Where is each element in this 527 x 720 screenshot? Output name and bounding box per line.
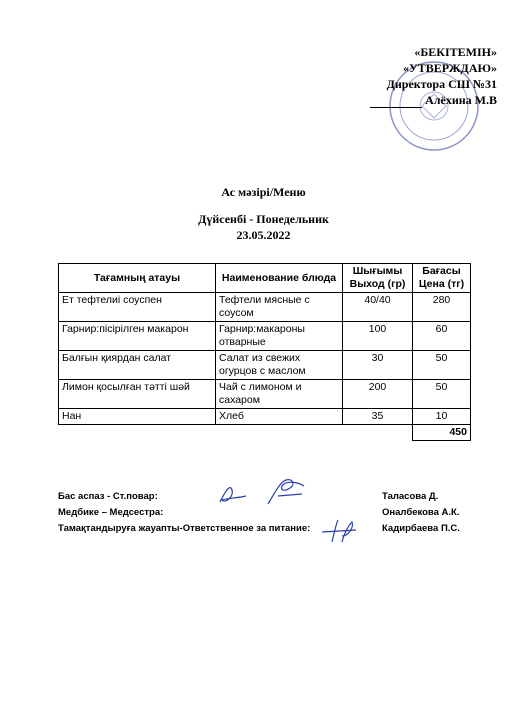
cell-price: 280 xyxy=(413,293,471,322)
table-row xyxy=(59,293,471,322)
header-ru-name: Наименование блюда xyxy=(216,264,343,293)
cell-kz-name: Ет тефтелиі соуспен xyxy=(59,293,216,322)
cell-weight: 30 xyxy=(343,351,413,380)
table-row xyxy=(59,380,471,409)
table-row xyxy=(59,409,471,425)
table-row xyxy=(59,351,471,380)
cell-ru-name: Чай с лимоном и сахаром xyxy=(216,380,343,409)
cell-ru-name: Хлеб xyxy=(216,409,343,425)
header-weight: Шығымы Выход (гр) xyxy=(343,264,413,293)
menu-date: 23.05.2022 xyxy=(236,228,291,242)
cell-price: 50 xyxy=(413,380,471,409)
signature-line xyxy=(370,107,422,108)
signature-chef-mark xyxy=(212,480,252,510)
approval-line-3: Директора СШ №31 xyxy=(386,77,497,91)
cell-price: 10 xyxy=(413,409,471,425)
cell-ru-name: Салат из свежих огурцов с маслом xyxy=(216,351,343,380)
approval-line-4: Алёхина М.В xyxy=(425,93,497,107)
cell-kz-name: Балғын қиярдан салат xyxy=(59,351,216,380)
nurse-name: Оналбекова А.К. xyxy=(382,507,460,518)
responsible-name: Кадирбаева П.С. xyxy=(382,523,460,534)
approval-block xyxy=(370,44,497,108)
header-kz-name: Тағамның атауы xyxy=(59,264,216,293)
cell-weight: 100 xyxy=(343,322,413,351)
total-value: 450 xyxy=(413,425,471,441)
signature-responsible-mark xyxy=(318,516,362,546)
cell-weight: 40/40 xyxy=(343,293,413,322)
cell-ru-name: Гарнир:макароны отварные xyxy=(216,322,343,351)
cell-price: 50 xyxy=(413,351,471,380)
cell-kz-name: Лимон қосылған тәтті шәй xyxy=(59,380,216,409)
chef-name: Таласова Д. xyxy=(382,491,439,502)
cell-weight: 200 xyxy=(343,380,413,409)
responsible-label: Тамақтандыруға жауапты-Ответственное за питание: xyxy=(58,523,311,534)
approval-line-1: «БЕКІТЕМІН» xyxy=(414,45,497,59)
nurse-label: Медбике – Медсестра: xyxy=(58,507,164,518)
chef-label: Бас аспаз - Ст.повар: xyxy=(58,491,158,502)
approval-line-2: «УТВЕРЖДАЮ» xyxy=(402,61,497,75)
header-price: Бағасы Цена (тг) xyxy=(413,264,471,293)
table-header-row xyxy=(59,264,471,293)
cell-weight: 35 xyxy=(343,409,413,425)
cell-kz-name: Гарнир:пісірілген макарон xyxy=(59,322,216,351)
menu-table xyxy=(58,263,471,441)
menu-day: Дүйсенбі - Понедельник xyxy=(198,212,329,226)
cell-kz-name: Нан xyxy=(59,409,216,425)
signature-nurse-mark xyxy=(262,474,312,510)
menu-title: Ас мәзірі/Меню xyxy=(221,185,306,199)
total-row xyxy=(59,425,471,441)
cell-ru-name: Тефтели мясные с соусом xyxy=(216,293,343,322)
cell-price: 60 xyxy=(413,322,471,351)
table-row xyxy=(59,322,471,351)
